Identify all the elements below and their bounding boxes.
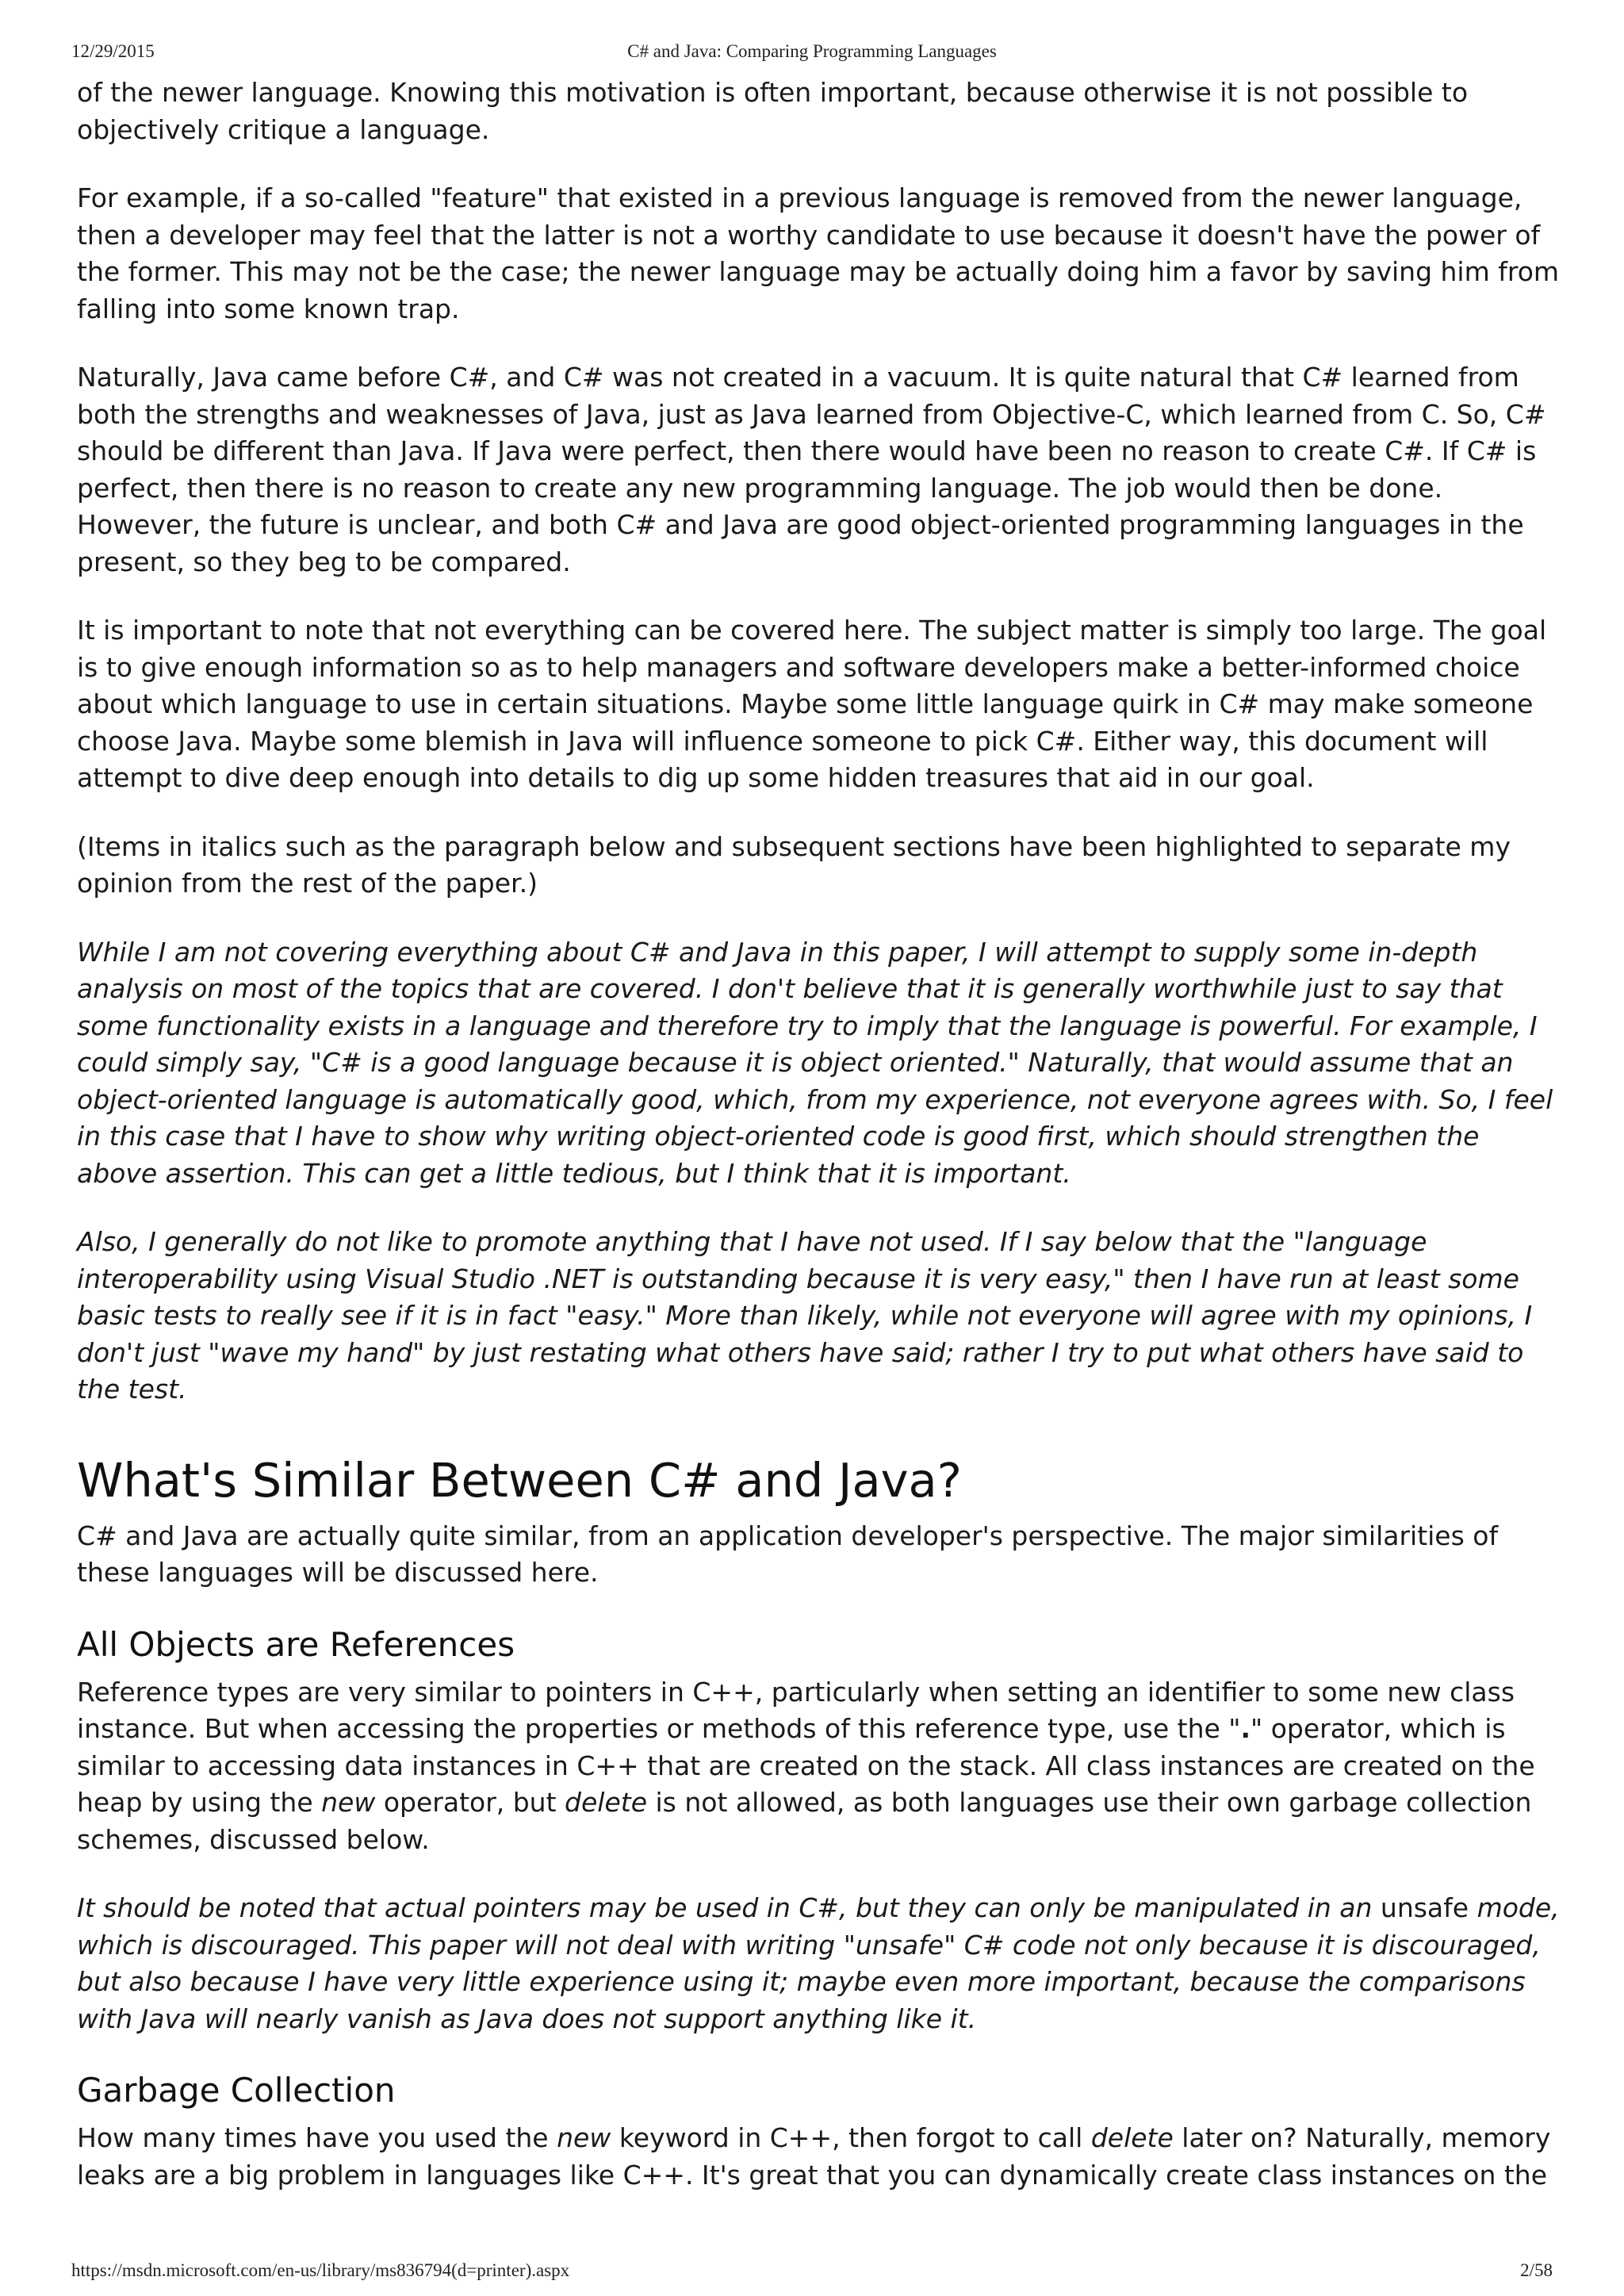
text-run: How many times have you used the <box>77 2122 557 2153</box>
text-run: It should be noted that actual pointers may be used in C#, but they can only be manipulated in an <box>77 1892 1381 1923</box>
text-run: later on? Naturally, memory leaks are a big problem in languages like C++. It's great that you can dynamically create class instances on the <box>77 2122 1551 2191</box>
print-date: 12/29/2015 <box>71 41 155 61</box>
opinion-paragraph: Also, I generally do not like to promote anything that I have not used. If I say below that the "language interoperability using Visual Studio .NET is outstanding because it is very easy," then I have run at least some basic tests to really see if it is in fact "easy." More than likely, while not everyone will agree with my opinions, I don't just "wave my hand" by just restating what others have said; rather I try to put what others have said to the test. <box>77 1226 1533 1405</box>
text-run: is not allowed, as both languages use their own garbage collection schemes, discussed below. <box>77 1787 1532 1855</box>
keyword-new: new <box>557 2122 611 2153</box>
text-run: " operator, which is similar to accessing data instances in C++ that are created on the stack. All class instances are created on the heap by using the <box>77 1713 1535 1818</box>
opinion-paragraph <box>77 1890 1568 2037</box>
page-number: 2/58 <box>1520 2260 1553 2280</box>
subsection-heading: All Objects are References <box>77 1624 515 1664</box>
text-run: keyword in C++, then forgot to call <box>611 2122 1091 2153</box>
paragraph: Naturally, Java came before C#, and C# was not created in a vacuum. It is quite natural that C# learned from both the strengths and weaknesses of Java, just as Java learned from Objective-C, which learned from C. So, C# should be different than Java. If Java were perfect, then there would have been no reason to create C#. If C# is perfect, then there is no reason to create any new programming language. The job would then be done. However, the future is unclear, and both C# and Java are good object-oriented programming languages in the present, so they beg to be compared. <box>77 362 1546 577</box>
keyword-delete: delete <box>565 1787 647 1818</box>
text-run: Reference types are very similar to pointers in C++, particularly when setting an identifier to some new class instance. But when accessing the properties or methods of this reference type, use the " <box>77 1676 1515 1744</box>
paragraph: (Items in italics such as the paragraph below and subsequent sections have been highlighted to separate my opinion from the rest of the paper.) <box>77 830 1511 899</box>
dot-operator: . <box>1240 1713 1251 1744</box>
paragraph: For example, if a so-called "feature" that existed in a previous language is removed from the newer language, then a developer may feel that the latter is not a worthy candidate to use because it doesn't have the power of the former. This may not be the case; the newer language may be actually doing him a favor by saving him from falling into some known trap. <box>77 182 1560 324</box>
paragraph <box>77 1674 1568 1859</box>
text-run: operator, but <box>375 1787 565 1818</box>
keyword-delete: delete <box>1090 2122 1174 2153</box>
text-run: mode, which is discouraged. This paper will not deal with writing "unsafe" C# code not only because it is discouraged, but also because I have very little experience using it; maybe even more important, because the comparisons with Java will nearly vanish as Java does not support anything like it. <box>77 1892 1560 2034</box>
paragraph: of the newer language. Knowing this motivation is often important, because otherwise it is not possible to objectively critique a language. <box>77 77 1469 145</box>
keyword-new: new <box>321 1787 376 1818</box>
keyword-unsafe: unsafe <box>1380 1892 1469 1923</box>
paragraph: C# and Java are actually quite similar, from an application developer's perspective. The major similarities of these languages will be discussed here. <box>77 1520 1499 1588</box>
print-title: C# and Java: Comparing Programming Languages <box>627 41 997 61</box>
subsection-heading: Garbage Collection <box>77 2071 396 2110</box>
opinion-paragraph: While I am not covering everything about C# and Java in this paper, I will attempt to supply some in-depth analysis on most of the topics that are covered. I don't believe that it is generally worthwhile just to say that some functionality exists in a language and therefore try to imply that the language is powerful. For example, I could simply say, "C# is a good language because it is object oriented." Naturally, that would assume that an object-oriented language is automatically good, which, from my experience, not everyone agrees with. So, I feel in this case that I have to show why writing object-oriented code is good first, which should strengthen the above assertion. This can get a little tedious, but I think that it is important. <box>77 936 1553 1189</box>
paragraph: It is important to note that not everything can be covered here. The subject matter is simply too large. The goal is to give enough information so as to help managers and software developers make a better-informed choice about which language to use in certain situations. Maybe some little language quirk in C# may make someone choose Java. Maybe some blemish in Java will influence someone to pick C#. Either way, this document will attempt to dive deep enough into details to dig up some hidden treasures that aid in our goal. <box>77 615 1547 793</box>
section-heading: What's Similar Between C# and Java? <box>77 1452 962 1508</box>
print-header <box>71 41 1553 67</box>
article-content <box>77 75 1568 2225</box>
print-url: https://msdn.microsoft.com/en-us/library/ms836794(d=printer).aspx <box>71 2260 570 2280</box>
paragraph <box>77 2120 1568 2194</box>
print-footer <box>71 2260 1553 2286</box>
